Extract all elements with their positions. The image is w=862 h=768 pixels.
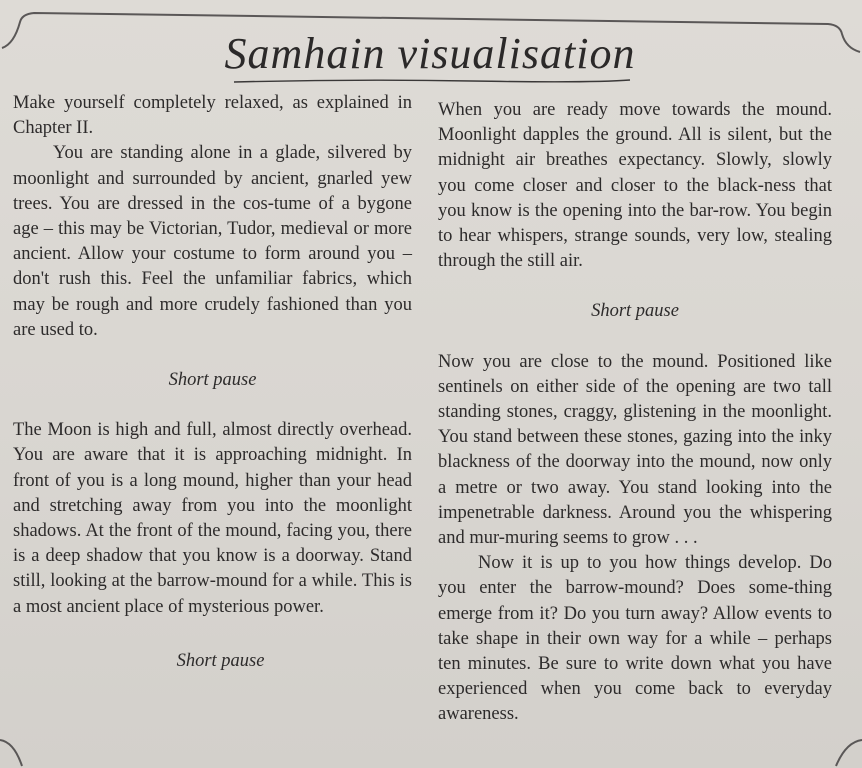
title-flourish (232, 77, 632, 85)
left-paragraph-2: You are standing alone in a glade, silvered by moonlight and surrounded by ancient, gnarled yew trees. You are dressed in the cos-tume of a bygone age – this may be Victorian, Tudor, medieval or more ancient. Allow your costume to form around you – don't rush this. Feel the unfamiliar fabrics, which may be rough and more crudely fashioned than you are used to. (13, 143, 412, 340)
right-paragraph-1: When you are ready move towards the mound. Moonlight dapples the ground. All is silent, but the midnight air breathes expectancy. Slowly, slowly you come closer and closer to the black-ness that you know is the opening into the bar-row. You begin to hear whispers, strange sounds, very low, stealing through the still air. (438, 100, 832, 272)
left-paragraph-1: Make yourself completely relaxed, as explained in Chapter II. (13, 93, 412, 139)
right-column (438, 98, 832, 728)
right-paragraph-2: Now you are close to the mound. Positioned like sentinels on either side of the opening are two tall standing stones, craggy, glistening in the moonlight. You stand between these stones, gazing into the inky blackness of the doorway into the mound, now only a metre or two away. You stand looking into the impenetrable darkness. Around you the whispering and mur-muring seems to grow . . . (438, 351, 832, 549)
right-paragraph-3: Now it is up to you how things develop. Do you enter the barrow-mound? Does some-thing emerge from it? Do you turn away? Allow events to take shape in their own way for a while – perhaps ten minutes. Be sure to write down what you have experienced when you come back to everyday awareness. (438, 553, 832, 725)
left-paragraph-3: The Moon is high and full, almost directly overhead. You are aware that it is approaching midnight. In front of you is a long mound, higher than your head and stretching away from you into the moonlight shadows. At the front of the mound, facing you, there is a deep shadow that you know is a doorway. Stand still, looking at the barrow-mound for a while. This is a most ancient place of mysterious power. (13, 420, 412, 617)
short-pause-3: Short pause (591, 301, 679, 322)
page-title: Samhain visualisation (224, 29, 636, 78)
short-pause-2: Short pause (176, 650, 265, 671)
short-pause-1: Short pause (168, 370, 257, 391)
left-column (13, 91, 412, 674)
